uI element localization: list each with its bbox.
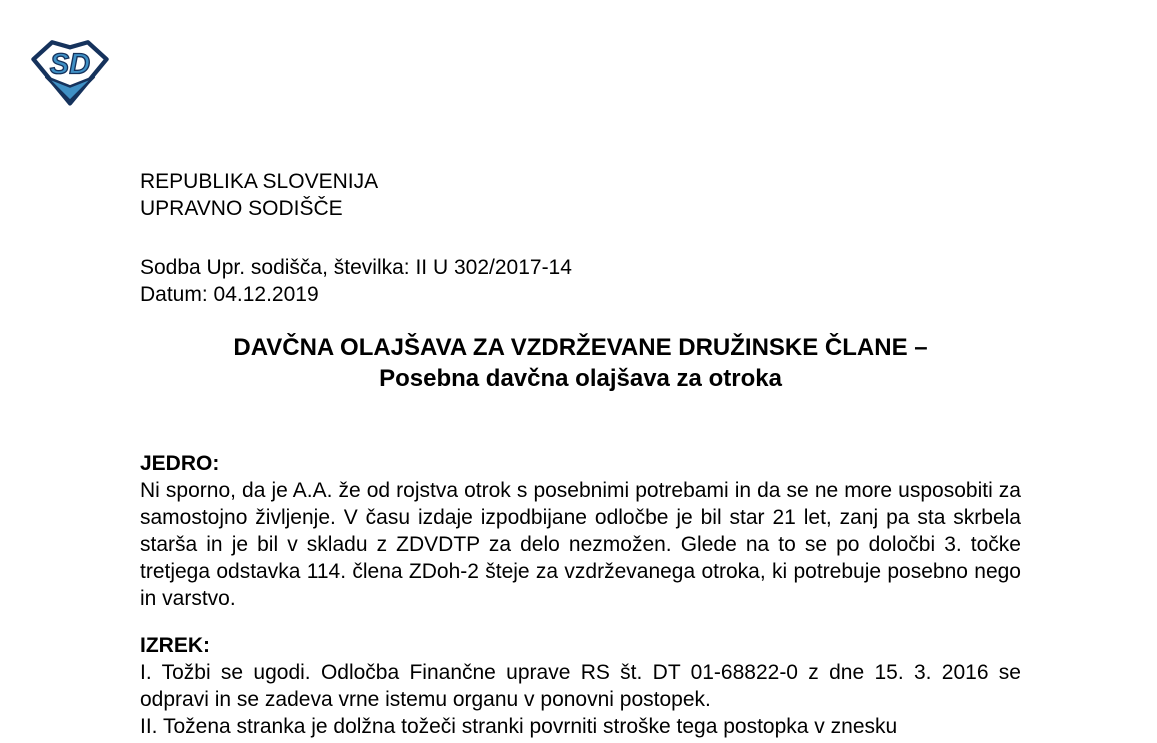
document-body [140, 168, 1021, 740]
republic-line: REPUBLIKA SLOVENIJA [140, 170, 379, 193]
jedro-section-text: Ni sporno, da je A.A. že od rojstva otrok s posebnimi potrebami in da se ne more usposobiti za samostojno življenje. V času izdaje izpodbijane odločbe je bil star 21 let, zanj pa sta skrbela starša in je bil v skladu z ZDVDTP za delo nezmožen. Glede na to se po določbi 3. točke tretjega odstavka 114. člena ZDoh-2 šteje za vzdrževanega otroka, ki potrebuje posebno nego in varstvo. [140, 479, 1021, 610]
judgment-title [140, 332, 1021, 394]
court-name-line: UPRAVNO SODIŠČE [140, 197, 343, 220]
date-line: Datum: 04.12.2019 [140, 283, 319, 306]
jedro-section-heading: JEDRO: [140, 452, 220, 475]
judgment-title-line1: DAVČNA OLAJŠAVA ZA VZDRŽEVANE DRUŽINSKE ČLANE – [233, 334, 928, 361]
izrek-item-2: II. Tožena stranka je dolžna tožeči stranki povrniti stroške tega postopka v znesku [140, 715, 898, 738]
judgment-title-line2: Posebna davčna olajšava za otroka [379, 365, 782, 392]
case-number-line: Sodba Upr. sodišča, številka: II U 302/2017-14 [140, 256, 572, 279]
judiciary-sd-logo-icon [29, 38, 111, 106]
svg-text:SD: SD [49, 48, 91, 81]
izrek-item-1: I. Tožbi se ugodi. Odločba Finančne uprave RS št. DT 01-68822-0 z dne 15. 3. 2016 se odpravi in se zadeva vrne istemu organu v ponovni postopek. [140, 661, 1021, 711]
izrek-section-heading: IZREK: [140, 634, 210, 657]
